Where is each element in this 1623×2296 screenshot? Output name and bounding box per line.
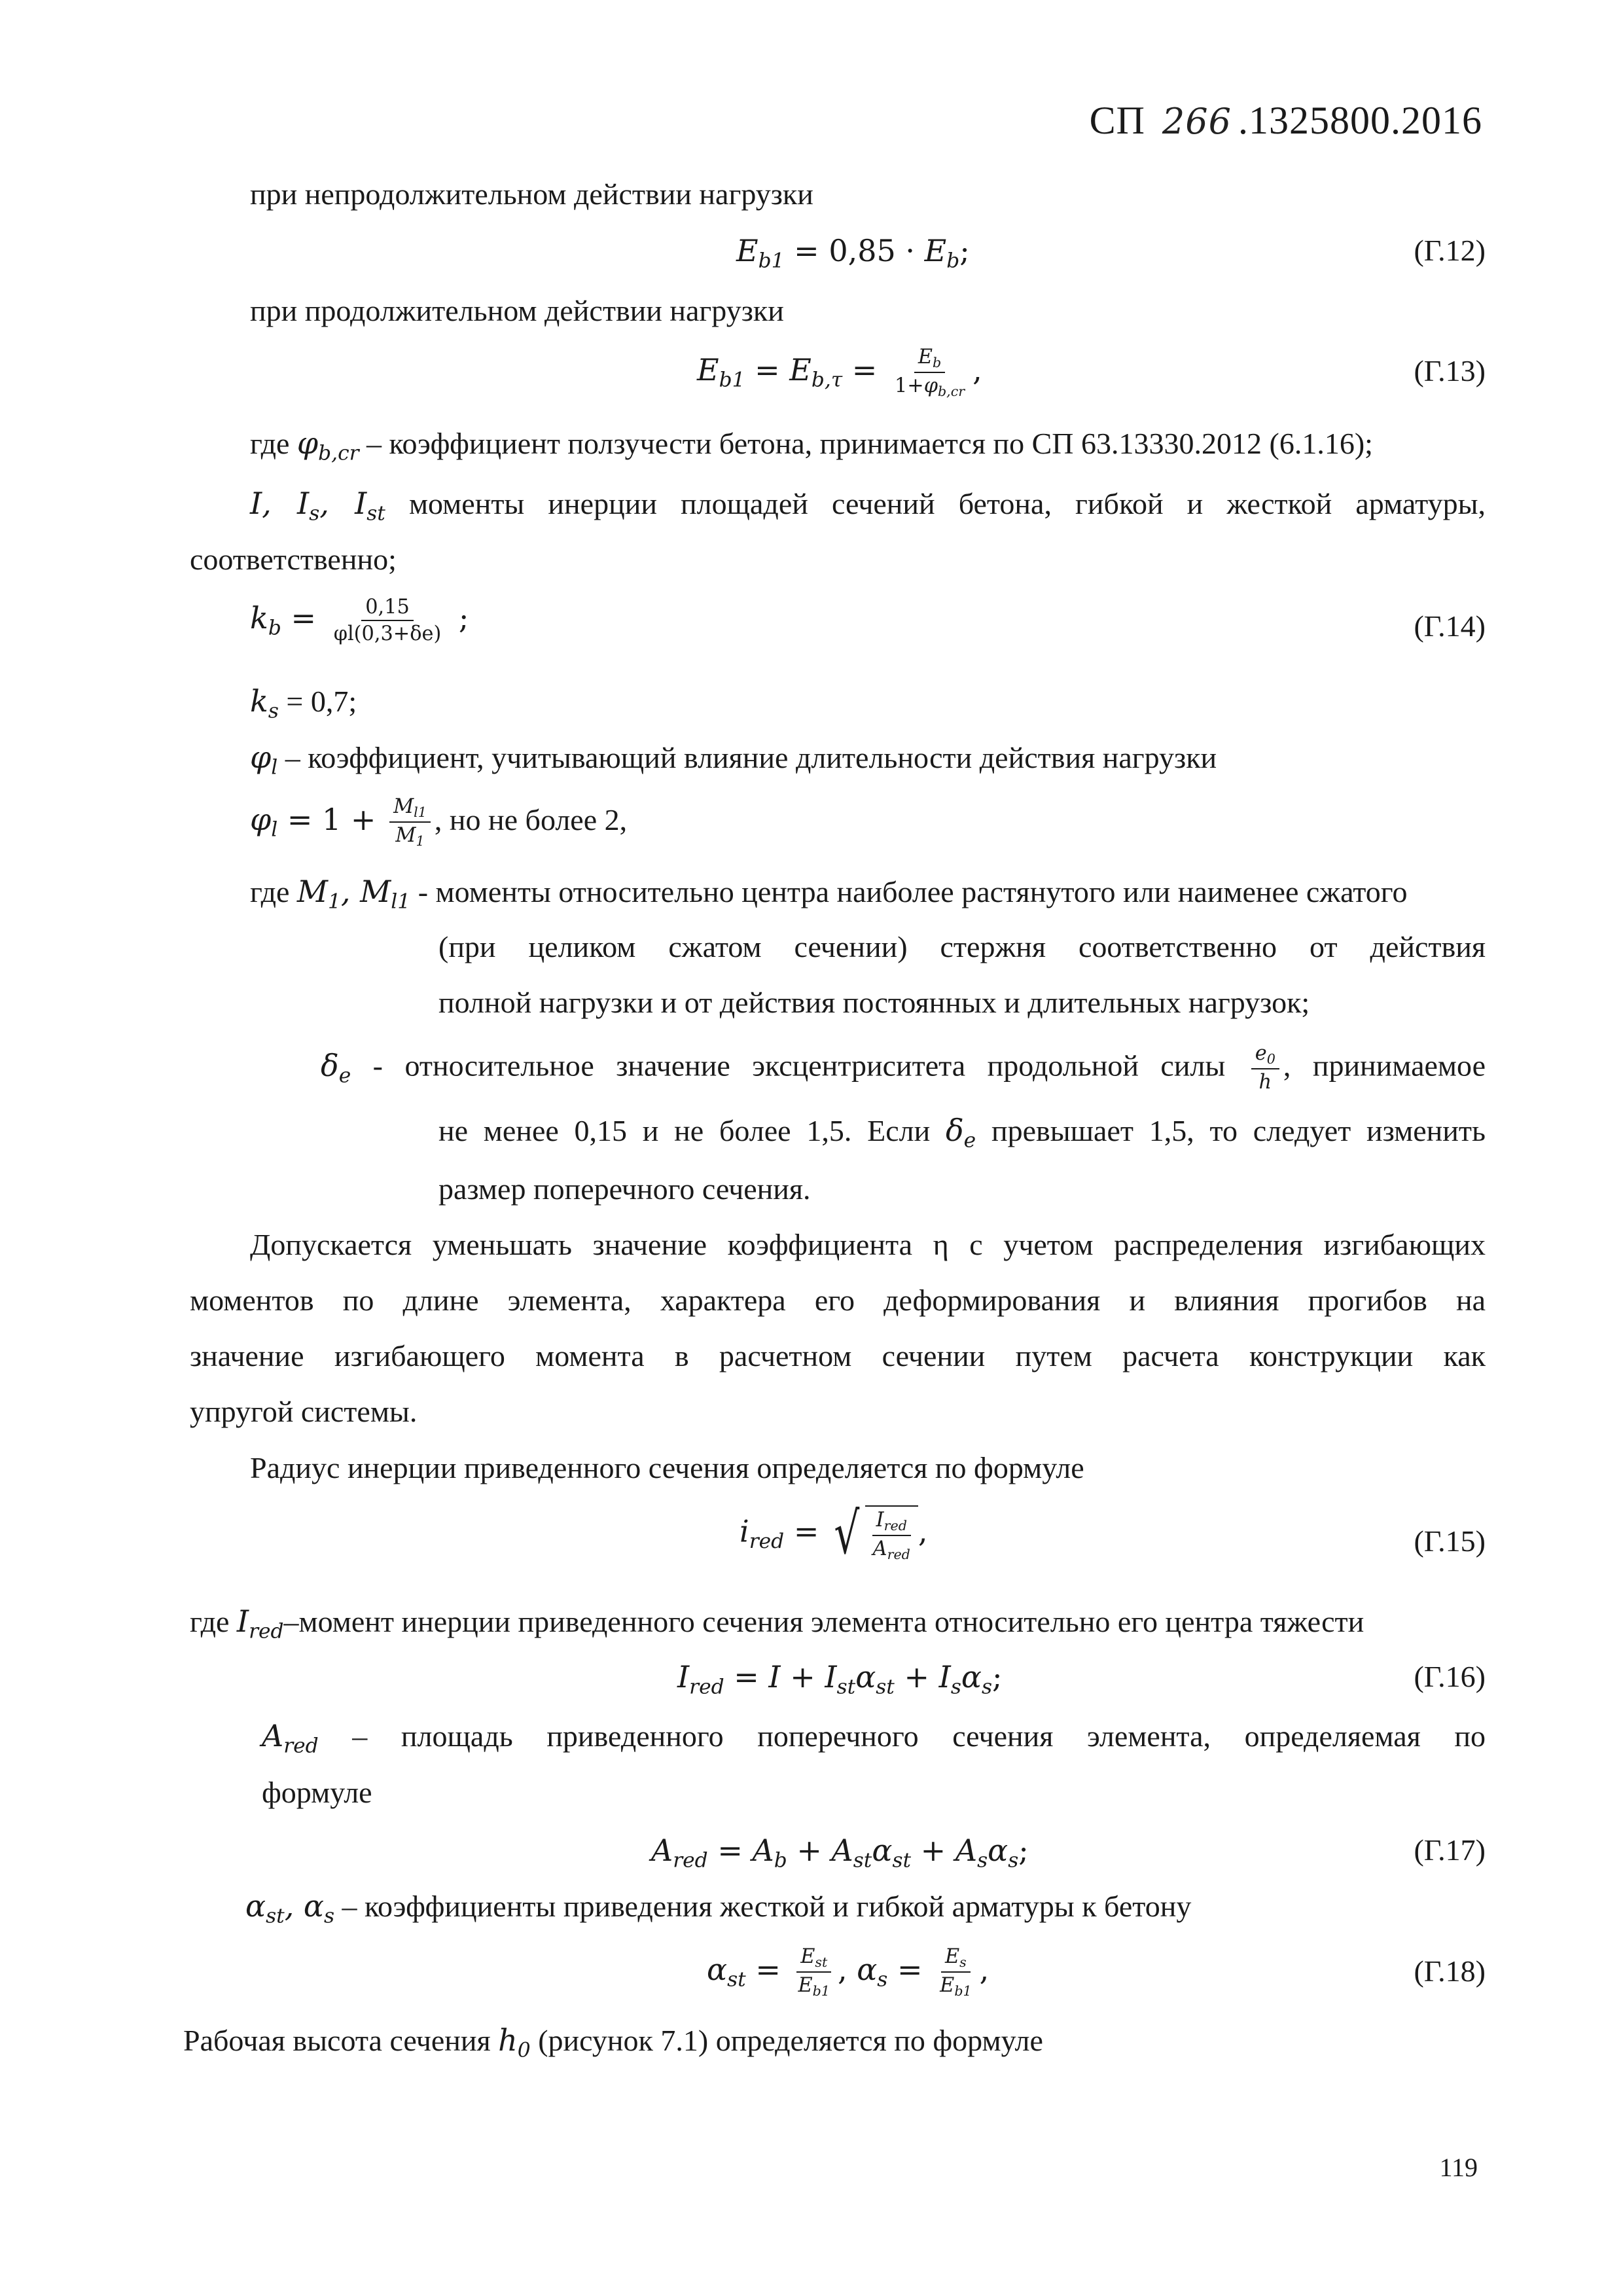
- text-delta-e-definition: $\delta_e$ - относительное значение эксцентриситета продольной силы $\frac{e_0}{h}$ , принимаемое: [321, 1042, 1486, 1094]
- text-long-term-load: при продолжительном действии нагрузки: [250, 294, 784, 327]
- equation-number-g14: (Г.14): [1414, 609, 1486, 643]
- formula-g16: $I_{red} = I + I_{st}\alpha_{st} + I_s\alpha_s$;: [677, 1659, 1003, 1699]
- text-ired-definition: где $I_{red}$–момент инерции приведенного сечения элемента относительно его центра тяжести: [190, 1604, 1364, 1643]
- equation-number-g12: (Г.12): [1414, 234, 1486, 267]
- paragraph-eta-line1: Допускается уменьшать значение коэффициента η с учетом распределения изгибающих: [250, 1228, 1486, 1261]
- sp-suffix: .1325800.2016: [1238, 99, 1482, 142]
- g12-coefficient: 0,85: [829, 233, 896, 268]
- text-delta-e-line3: размер поперечного сечения.: [438, 1172, 811, 1206]
- formula-g18: $\alpha_{st}$ = $\frac{E_{st}}{E_{b1}}$ , $\alpha_s$ = $\frac{E_s}{E_{b1}}$ ,: [707, 1945, 990, 2000]
- formula-phi-l: $\varphi_l = 1$ + $\frac{M_{l1}}{M_1}$ , но не более 2,: [250, 795, 628, 850]
- document-code: [1090, 98, 1482, 143]
- text-formula-word: формуле: [262, 1776, 372, 1809]
- formula-g14: $k_b$ = $\frac{0,15}{\varphi l(0,3+\delta e)}$ ;: [250, 596, 469, 645]
- text-moments-inertia: I, $I_s$, $I_{st}$ моменты инерции площадей сечений бетона, гибкой и жесткой арматуры,: [250, 486, 1486, 526]
- text-working-height: Рабочая высота сечения $h_0$ (рисунок 7.1) определяется по формуле: [183, 2022, 1043, 2062]
- text-moments-definition: где $M_1$, $M_{l1}$ - моменты относительно центра наиболее растянутого или наименее сжатого: [250, 874, 1408, 914]
- text-short-term-load: при непродолжительном действии нагрузки: [250, 177, 813, 211]
- formula-g12: $E_{b1} = 0,85 \cdot E_b$;: [736, 233, 970, 273]
- paragraph-eta-line4: упругой системы.: [190, 1395, 418, 1428]
- text-moments-line2: (при целиком сжатом сечении) стержня соответственно от действия: [438, 930, 1486, 963]
- text-creep-coefficient: где $\varphi_{b,cr}$ – коэффициент ползучести бетона, принимается по СП 63.13330.2012 (6.1.16);: [250, 425, 1373, 465]
- text-ared-definition: $A_{red}$ – площадь приведенного поперечного сечения элемента, определяемая по: [262, 1718, 1486, 1758]
- sp-prefix: СП: [1089, 99, 1145, 142]
- paragraph-eta-line2: моментов по длине элемента, характера его деформирования и влияния прогибов на: [190, 1283, 1486, 1317]
- text-radius-inertia: Радиус инерции приведенного сечения определяется по формуле: [250, 1451, 1084, 1484]
- equation-number-g16: (Г.16): [1414, 1660, 1486, 1693]
- equation-number-g17: (Г.17): [1414, 1833, 1486, 1867]
- page-number: 119: [1439, 2153, 1478, 2182]
- formula-ks: $k_s = 0,7$;: [250, 683, 357, 723]
- text-phi-l-definition: $\varphi_l$ – коэффициент, учитывающий влияние длительности действия нагрузки: [250, 740, 1217, 780]
- equation-number-g18: (Г.18): [1414, 1954, 1486, 1988]
- text-delta-e-line2: не менее 0,15 и не более 1,5. Если $\delta_e$ превышает 1,5, то следует изменить: [438, 1113, 1486, 1153]
- formula-g13: $E_{b1} = E_{b,\tau}$ = $\frac{E_b}{1+\varphi_{b,cr}}$ ,: [697, 346, 982, 400]
- text-moments-line3: полной нагрузки и от действия постоянных и длительных нагрузок;: [438, 986, 1310, 1019]
- equation-number-g15: (Г.15): [1414, 1524, 1486, 1558]
- text-respectively: соответственно;: [190, 543, 397, 576]
- text-alpha-definition: $\alpha_{st}$, $\alpha_s$ – коэффициенты приведения жесткой и гибкой арматуры к бетону: [245, 1888, 1192, 1928]
- paragraph-eta-line3: значение изгибающего момента в расчетном сечении путем расчета конструкции как: [190, 1339, 1486, 1372]
- handwritten-number: 266: [1162, 101, 1232, 142]
- formula-g17: $A_{red} = A_b + A_{st}\alpha_{st} + A_s\alpha_s$;: [651, 1833, 1029, 1873]
- equation-number-g13: (Г.13): [1414, 354, 1486, 387]
- formula-g15: $i_{red}$ = √ $\frac{I_{red}}{A_{red}}$ ,: [740, 1500, 928, 1567]
